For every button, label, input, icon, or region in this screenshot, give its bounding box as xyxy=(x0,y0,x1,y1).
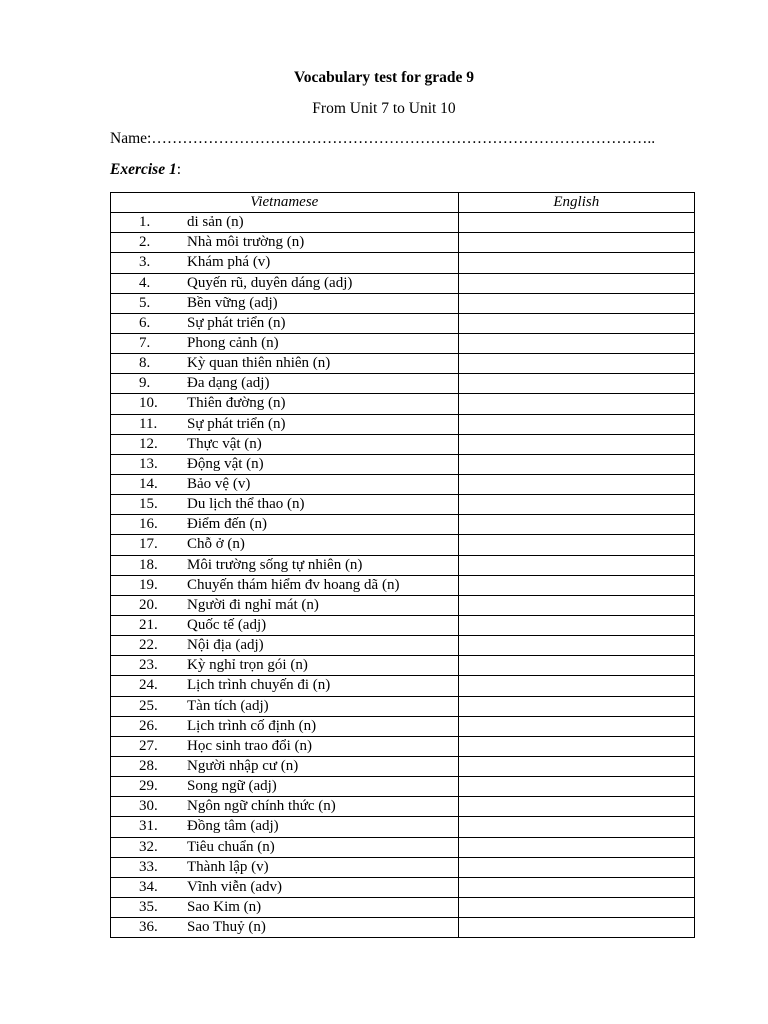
vietnamese-word: Tiêu chuẩn (n) xyxy=(187,838,275,855)
vocabulary-table-body xyxy=(111,213,695,938)
vietnamese-cell xyxy=(111,233,459,253)
english-answer-cell[interactable] xyxy=(458,575,694,595)
english-answer-cell[interactable] xyxy=(458,777,694,797)
row-number: 19. xyxy=(139,576,158,593)
table-row xyxy=(111,877,695,897)
vietnamese-word: Chỗ ở (n) xyxy=(187,536,245,553)
vietnamese-cell xyxy=(111,676,459,696)
table-row xyxy=(111,777,695,797)
vietnamese-word: Thành lập (v) xyxy=(187,858,269,875)
table-row xyxy=(111,434,695,454)
vietnamese-word: di sản (n) xyxy=(187,214,244,231)
table-row xyxy=(111,474,695,494)
table-row xyxy=(111,333,695,353)
vietnamese-word: Du lịch thể thao (n) xyxy=(187,496,305,513)
english-answer-cell[interactable] xyxy=(458,636,694,656)
english-answer-cell[interactable] xyxy=(458,414,694,434)
vietnamese-cell xyxy=(111,756,459,776)
vietnamese-word: Kỳ quan thiên nhiên (n) xyxy=(187,355,331,372)
english-answer-cell[interactable] xyxy=(458,797,694,817)
table-row xyxy=(111,837,695,857)
row-number: 32. xyxy=(139,838,158,855)
table-row xyxy=(111,515,695,535)
vietnamese-cell xyxy=(111,213,459,233)
table-row xyxy=(111,696,695,716)
table-row xyxy=(111,656,695,676)
english-answer-cell[interactable] xyxy=(458,817,694,837)
row-number: 25. xyxy=(139,697,158,714)
table-row xyxy=(111,918,695,938)
row-number: 14. xyxy=(139,476,158,493)
vietnamese-word: Lịch trình chuyến đi (n) xyxy=(187,677,331,694)
row-number: 17. xyxy=(139,536,158,553)
vietnamese-word: Vĩnh viễn (adv) xyxy=(187,878,282,895)
english-answer-cell[interactable] xyxy=(458,676,694,696)
vietnamese-cell xyxy=(111,474,459,494)
exercise-colon: : xyxy=(176,161,182,178)
english-answer-cell[interactable] xyxy=(458,615,694,635)
english-answer-cell[interactable] xyxy=(458,756,694,776)
row-number: 2. xyxy=(139,234,151,251)
vietnamese-cell xyxy=(111,374,459,394)
row-number: 9. xyxy=(139,375,151,392)
vietnamese-word: Nội địa (adj) xyxy=(187,637,264,654)
english-answer-cell[interactable] xyxy=(458,918,694,938)
vietnamese-word: Đồng tâm (adj) xyxy=(187,818,279,835)
table-row xyxy=(111,414,695,434)
english-answer-cell[interactable] xyxy=(458,595,694,615)
table-row xyxy=(111,394,695,414)
english-answer-cell[interactable] xyxy=(458,313,694,333)
english-answer-cell[interactable] xyxy=(458,474,694,494)
table-row xyxy=(111,454,695,474)
vietnamese-cell xyxy=(111,817,459,837)
english-answer-cell[interactable] xyxy=(458,434,694,454)
row-number: 26. xyxy=(139,717,158,734)
english-answer-cell[interactable] xyxy=(458,454,694,474)
vietnamese-word: Sao Kim (n) xyxy=(187,898,262,915)
english-answer-cell[interactable] xyxy=(458,354,694,374)
vietnamese-word: Sự phát triển (n) xyxy=(187,314,286,331)
vietnamese-word: Phong cảnh (n) xyxy=(187,335,279,352)
vietnamese-cell xyxy=(111,394,459,414)
table-row xyxy=(111,253,695,273)
table-row xyxy=(111,374,695,394)
vietnamese-cell xyxy=(111,333,459,353)
row-number: 11. xyxy=(139,415,158,432)
document-title: Vocabulary test for grade 9 xyxy=(294,69,474,86)
english-answer-cell[interactable] xyxy=(458,897,694,917)
english-answer-cell[interactable] xyxy=(458,394,694,414)
table-row xyxy=(111,797,695,817)
column-header-vietnamese: Vietnamese xyxy=(111,193,459,213)
vietnamese-cell xyxy=(111,696,459,716)
exercise-heading xyxy=(110,161,181,179)
vocabulary-table xyxy=(110,192,695,938)
vietnamese-word: Thực vật (n) xyxy=(187,435,262,452)
row-number: 3. xyxy=(139,254,151,271)
table-row xyxy=(111,736,695,756)
row-number: 13. xyxy=(139,455,158,472)
vietnamese-cell xyxy=(111,837,459,857)
vietnamese-cell xyxy=(111,877,459,897)
table-row xyxy=(111,817,695,837)
table-header-row xyxy=(111,193,695,213)
row-number: 31. xyxy=(139,818,158,835)
table-row xyxy=(111,213,695,233)
table-row xyxy=(111,756,695,776)
english-answer-cell[interactable] xyxy=(458,696,694,716)
row-number: 1. xyxy=(139,214,151,231)
table-row xyxy=(111,615,695,635)
vietnamese-word: Động vật (n) xyxy=(187,455,264,472)
table-row xyxy=(111,897,695,917)
table-row xyxy=(111,716,695,736)
row-number: 23. xyxy=(139,657,158,674)
english-answer-cell[interactable] xyxy=(458,716,694,736)
vietnamese-cell xyxy=(111,736,459,756)
row-number: 29. xyxy=(139,778,158,795)
vietnamese-cell xyxy=(111,656,459,676)
row-number: 7. xyxy=(139,335,151,352)
vietnamese-word: Thiên đường (n) xyxy=(187,395,286,412)
english-answer-cell[interactable] xyxy=(458,656,694,676)
table-row xyxy=(111,313,695,333)
table-row xyxy=(111,233,695,253)
vietnamese-word: Người đi nghỉ mát (n) xyxy=(187,596,319,613)
english-answer-cell[interactable] xyxy=(458,736,694,756)
vietnamese-word: Điểm đến (n) xyxy=(187,516,267,533)
vietnamese-word: Ngôn ngữ chính thức (n) xyxy=(187,798,336,815)
vietnamese-word: Quốc tế (adj) xyxy=(187,617,267,634)
row-number: 33. xyxy=(139,858,158,875)
vietnamese-word: Sự phát triển (n) xyxy=(187,415,286,432)
vietnamese-word: Tàn tích (adj) xyxy=(187,697,269,714)
vietnamese-cell xyxy=(111,535,459,555)
vietnamese-word: Chuyến thám hiểm đv hoang dã (n) xyxy=(187,576,400,593)
english-answer-cell[interactable] xyxy=(458,233,694,253)
row-number: 34. xyxy=(139,878,158,895)
row-number: 21. xyxy=(139,617,158,634)
vietnamese-word: Môi trường sống tự nhiên (n) xyxy=(187,556,363,573)
vietnamese-cell xyxy=(111,857,459,877)
table-row xyxy=(111,857,695,877)
table-row xyxy=(111,495,695,515)
english-answer-cell[interactable] xyxy=(458,857,694,877)
vietnamese-cell xyxy=(111,495,459,515)
vietnamese-word: Học sinh trao đổi (n) xyxy=(187,737,312,754)
english-answer-cell[interactable] xyxy=(458,213,694,233)
vietnamese-cell xyxy=(111,414,459,434)
table-row xyxy=(111,676,695,696)
table-row xyxy=(111,535,695,555)
row-number: 10. xyxy=(139,395,158,412)
vietnamese-cell xyxy=(111,454,459,474)
vietnamese-cell xyxy=(111,615,459,635)
vietnamese-cell xyxy=(111,897,459,917)
vietnamese-word: Lịch trình cố định (n) xyxy=(187,717,317,734)
vietnamese-cell xyxy=(111,354,459,374)
table-row xyxy=(111,273,695,293)
row-number: 18. xyxy=(139,556,158,573)
document-subtitle: From Unit 7 to Unit 10 xyxy=(312,100,456,117)
row-number: 15. xyxy=(139,496,158,513)
vietnamese-word: Quyến rũ, duyên dáng (adj) xyxy=(187,274,353,291)
table-row xyxy=(111,555,695,575)
name-field-line: Name:…………………………………………………………………………………….. xyxy=(110,130,656,147)
vietnamese-word: Song ngữ (adj) xyxy=(187,778,277,795)
row-number: 35. xyxy=(139,898,158,915)
vietnamese-cell xyxy=(111,636,459,656)
vietnamese-cell xyxy=(111,515,459,535)
table-row xyxy=(111,354,695,374)
table-row xyxy=(111,636,695,656)
row-number: 27. xyxy=(139,737,158,754)
vietnamese-cell xyxy=(111,797,459,817)
english-answer-cell[interactable] xyxy=(458,495,694,515)
row-number: 28. xyxy=(139,758,158,774)
english-answer-cell[interactable] xyxy=(458,535,694,555)
row-number: 5. xyxy=(139,294,151,311)
vietnamese-cell xyxy=(111,293,459,313)
vietnamese-word: Bảo vệ (v) xyxy=(187,476,251,493)
vietnamese-word: Sao Thuỷ (n) xyxy=(187,919,266,936)
vietnamese-cell xyxy=(111,253,459,273)
vietnamese-word: Người nhập cư (n) xyxy=(187,758,299,774)
vietnamese-cell xyxy=(111,595,459,615)
vietnamese-word: Khám phá (v) xyxy=(187,254,271,271)
row-number: 8. xyxy=(139,355,151,372)
vietnamese-cell xyxy=(111,434,459,454)
vietnamese-cell xyxy=(111,716,459,736)
english-answer-cell[interactable] xyxy=(458,374,694,394)
row-number: 36. xyxy=(139,919,158,936)
vietnamese-word: Bền vững (adj) xyxy=(187,294,278,311)
exercise-label: Exercise 1 xyxy=(110,161,177,178)
vietnamese-word: Đa dạng (adj) xyxy=(187,375,270,392)
vietnamese-word: Nhà môi trường (n) xyxy=(187,234,305,251)
row-number: 4. xyxy=(139,274,151,291)
english-answer-cell[interactable] xyxy=(458,555,694,575)
row-number: 22. xyxy=(139,637,158,654)
vietnamese-cell xyxy=(111,555,459,575)
english-answer-cell[interactable] xyxy=(458,273,694,293)
row-number: 16. xyxy=(139,516,158,533)
vietnamese-cell xyxy=(111,313,459,333)
vietnamese-cell xyxy=(111,777,459,797)
row-number: 20. xyxy=(139,596,158,613)
row-number: 30. xyxy=(139,798,158,815)
english-answer-cell[interactable] xyxy=(458,837,694,857)
english-answer-cell[interactable] xyxy=(458,333,694,353)
row-number: 6. xyxy=(139,314,151,331)
column-header-english: English xyxy=(458,193,694,213)
row-number: 12. xyxy=(139,435,158,452)
vietnamese-cell xyxy=(111,575,459,595)
table-row xyxy=(111,575,695,595)
vietnamese-word: Kỳ nghỉ trọn gói (n) xyxy=(187,657,308,674)
vietnamese-cell xyxy=(111,273,459,293)
table-row xyxy=(111,595,695,615)
table-row xyxy=(111,293,695,313)
vietnamese-cell xyxy=(111,918,459,938)
english-answer-cell[interactable] xyxy=(458,877,694,897)
english-answer-cell[interactable] xyxy=(458,253,694,273)
english-answer-cell[interactable] xyxy=(458,293,694,313)
row-number: 24. xyxy=(139,677,158,694)
english-answer-cell[interactable] xyxy=(458,515,694,535)
